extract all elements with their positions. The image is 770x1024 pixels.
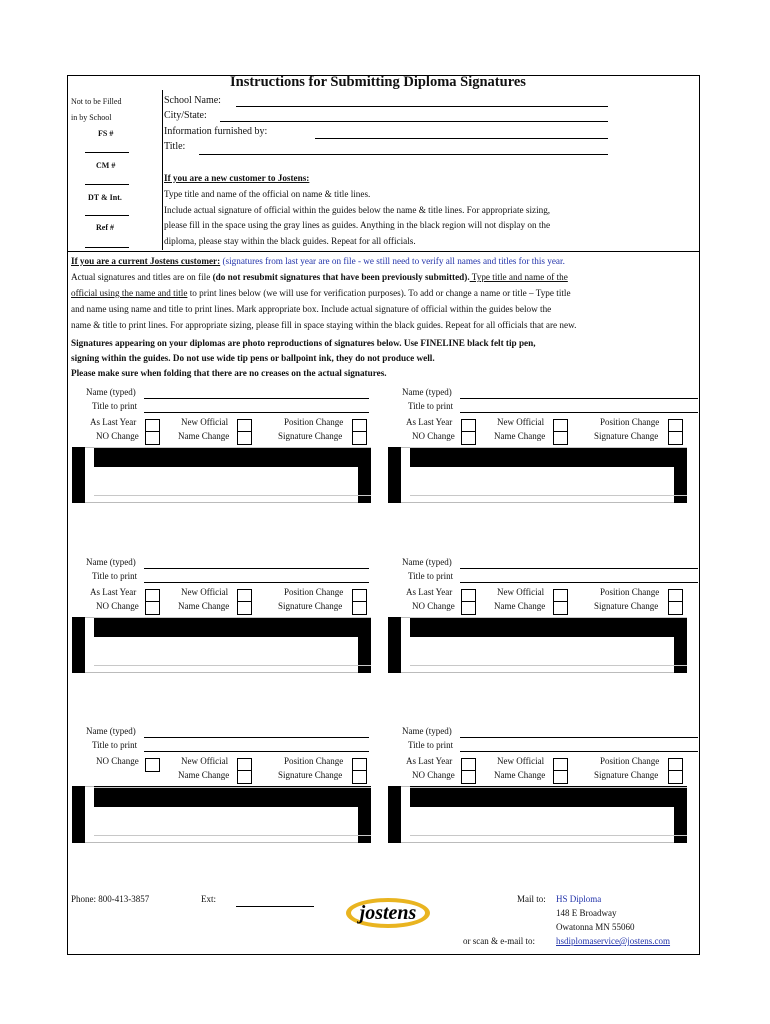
text-run: Type title and name of the <box>469 272 568 282</box>
position-change-label: Position Change <box>600 587 660 597</box>
no-change-checkbox[interactable] <box>461 431 476 445</box>
info-furnished-field[interactable] <box>315 138 608 139</box>
signature-guide-mid <box>94 625 371 637</box>
signature-guide-mid <box>94 455 371 467</box>
section-divider <box>67 251 700 252</box>
position-change-label: Position Change <box>284 417 344 427</box>
no-change-checkbox[interactable] <box>145 601 160 615</box>
title-to-print-field[interactable] <box>460 751 698 752</box>
signature-change-checkbox[interactable] <box>352 431 367 445</box>
signature-change-checkbox[interactable] <box>668 431 683 445</box>
name-typed-label: Name (typed) <box>86 387 136 397</box>
no-change-label: NO Change <box>96 601 139 611</box>
ref-field[interactable] <box>85 247 129 248</box>
current-customer-heading-row <box>71 254 565 270</box>
position-change-label: Position Change <box>284 756 344 766</box>
current-customer-note: (signatures from last year are on file - we still need to verify all names and titles for this year. <box>220 256 565 266</box>
new-customer-line: Type title and name of the official on name & title lines. <box>164 189 371 199</box>
title-to-print-label: Title to print <box>408 401 454 411</box>
no-change-checkbox[interactable] <box>145 758 160 772</box>
as-last-year-label: As Last Year <box>90 417 137 427</box>
title-to-print-label: Title to print <box>92 401 138 411</box>
address-line-1: 148 E Broadway <box>556 908 617 918</box>
name-typed-field[interactable] <box>460 737 698 738</box>
no-change-checkbox[interactable] <box>145 431 160 445</box>
position-change-label: Position Change <box>284 587 344 597</box>
signature-gray-guide <box>410 447 687 448</box>
title-to-print-field[interactable] <box>144 751 369 752</box>
name-typed-field[interactable] <box>144 398 369 399</box>
current-customer-line <box>71 286 571 302</box>
signature-gray-guide <box>94 617 371 618</box>
new-official-label: New Official <box>497 417 545 427</box>
title-to-print-label: Title to print <box>408 571 454 581</box>
signature-guide-left <box>388 617 401 673</box>
current-customer-line <box>71 270 568 286</box>
signature-gray-guide <box>410 835 687 836</box>
name-change-checkbox[interactable] <box>553 770 568 784</box>
name-typed-field[interactable] <box>460 568 698 569</box>
new-official-label: New Official <box>181 756 229 766</box>
ext-field[interactable] <box>236 906 314 907</box>
no-change-label: NO Change <box>412 431 455 441</box>
signature-change-label: Signature Change <box>278 770 343 780</box>
title-to-print-field[interactable] <box>144 582 369 583</box>
signature-guide-left <box>388 786 401 843</box>
name-change-label: Name Change <box>494 601 546 611</box>
as-last-year-label: As Last Year <box>406 417 453 427</box>
fs-field[interactable] <box>85 152 129 153</box>
name-change-checkbox[interactable] <box>237 770 252 784</box>
name-change-checkbox[interactable] <box>237 431 252 445</box>
signature-change-label: Signature Change <box>278 601 343 611</box>
signature-guide-mid <box>94 795 371 807</box>
as-last-year-label: As Last Year <box>406 756 453 766</box>
name-typed-label: Name (typed) <box>402 726 452 736</box>
no-change-checkbox[interactable] <box>461 770 476 784</box>
name-change-label: Name Change <box>494 431 546 441</box>
text-run: (do not resubmit signatures that have been previously submitted). <box>212 272 470 282</box>
name-change-label: Name Change <box>178 770 230 780</box>
no-change-label: NO Change <box>96 431 139 441</box>
cm-field[interactable] <box>85 184 129 185</box>
title-to-print-field[interactable] <box>460 582 698 583</box>
signature-gray-guide <box>410 665 687 666</box>
text-run: official using the name and title <box>71 288 188 298</box>
name-change-label: Name Change <box>494 770 546 780</box>
signature-guide-left <box>72 786 85 843</box>
city-state-field[interactable] <box>220 121 608 122</box>
no-change-label: NO Change <box>412 770 455 780</box>
name-change-label: Name Change <box>178 601 230 611</box>
note-line: signing within the guides. Do not use wide tip pens or ballpoint ink, they do not produce well. <box>71 353 435 363</box>
dt-label: DT & Int. <box>88 193 122 202</box>
new-official-label: New Official <box>181 587 229 597</box>
form-title: Instructions for Submitting Diploma Signatures <box>230 74 526 90</box>
city-state-label: City/State: <box>164 110 207 121</box>
phone-number: Phone: 800-413-3857 <box>71 894 150 904</box>
signature-guide-left <box>388 447 401 503</box>
fs-label: FS # <box>98 129 114 138</box>
signature-gray-guide <box>410 787 687 788</box>
mail-to-label: Mail to: <box>517 894 546 904</box>
signature-guide-mid <box>410 625 687 637</box>
name-typed-field[interactable] <box>144 737 369 738</box>
cm-label: CM # <box>96 161 116 170</box>
logo-text: jostens <box>359 902 417 924</box>
name-change-checkbox[interactable] <box>237 601 252 615</box>
position-change-label: Position Change <box>600 756 660 766</box>
new-official-label: New Official <box>181 417 229 427</box>
name-change-checkbox[interactable] <box>553 431 568 445</box>
new-customer-heading: If you are a new customer to Jostens: <box>164 173 310 183</box>
title-to-print-field[interactable] <box>460 412 698 413</box>
name-change-label: Name Change <box>178 431 230 441</box>
scan-email-label: or scan & e-mail to: <box>463 936 535 946</box>
signature-change-checkbox[interactable] <box>352 601 367 615</box>
note-line: Please make sure when folding that there are no creases on the actual signatures. <box>71 368 387 378</box>
email-link[interactable]: hsdiplomaservice@jostens.com <box>556 936 671 946</box>
signature-guide-mid <box>410 795 687 807</box>
signature-gray-guide <box>94 447 371 448</box>
signature-gray-guide <box>94 787 371 788</box>
new-official-label: New Official <box>497 587 545 597</box>
title-to-print-field[interactable] <box>144 412 369 413</box>
ref-label: Ref # <box>96 223 114 232</box>
school-name-label: School Name: <box>164 95 221 106</box>
address-line-2: Owatonna MN 55060 <box>556 922 635 932</box>
name-change-checkbox[interactable] <box>553 601 568 615</box>
signature-change-label: Signature Change <box>594 770 659 780</box>
name-typed-field[interactable] <box>460 398 698 399</box>
title-to-print-label: Title to print <box>92 740 138 750</box>
new-customer-line: diploma, please stay within the black guides. Repeat for all officials. <box>164 236 416 246</box>
note-line: Signatures appearing on your diplomas are photo reproductions of signatures below. Use FINELINE black felt tip pen, <box>71 338 536 348</box>
as-last-year-label: As Last Year <box>90 587 137 597</box>
new-official-label: New Official <box>497 756 545 766</box>
name-typed-field[interactable] <box>144 568 369 569</box>
no-change-label: NO Change <box>412 601 455 611</box>
signature-gray-guide <box>410 617 687 618</box>
title-field[interactable] <box>199 154 608 155</box>
as-last-year-label: As Last Year <box>406 587 453 597</box>
name-typed-label: Name (typed) <box>86 726 136 736</box>
signature-gray-guide <box>94 495 371 496</box>
current-customer-heading: If you are a current Jostens customer: <box>71 256 221 266</box>
side-note-2: in by School <box>71 113 112 122</box>
signature-gray-guide <box>410 495 687 496</box>
name-typed-label: Name (typed) <box>86 557 136 567</box>
signature-gray-guide <box>94 665 371 666</box>
new-customer-line: please fill in the space using the gray lines as guides. Anything in the black region will not display on the <box>164 220 551 230</box>
side-panel-divider <box>162 90 163 250</box>
signature-change-label: Signature Change <box>594 601 659 611</box>
signature-change-checkbox[interactable] <box>352 770 367 784</box>
no-change-label: NO Change <box>96 756 139 766</box>
dt-field[interactable] <box>85 215 129 216</box>
signature-change-label: Signature Change <box>278 431 343 441</box>
title-to-print-label: Title to print <box>92 571 138 581</box>
title-label: Title: <box>164 141 186 152</box>
mail-name: HS Diploma <box>556 894 602 904</box>
text-run: Actual signatures and titles are on file <box>71 272 213 282</box>
text-run: to print lines below (we will use for verification purposes). To add or change a name or title – Type title <box>187 288 571 298</box>
signature-change-label: Signature Change <box>594 431 659 441</box>
name-typed-label: Name (typed) <box>402 557 452 567</box>
signature-guide-left <box>72 617 85 673</box>
info-furnished-label: Information furnished by: <box>164 126 268 137</box>
signature-guide-mid <box>410 455 687 467</box>
no-change-checkbox[interactable] <box>461 601 476 615</box>
ext-label: Ext: <box>201 894 216 904</box>
signature-guide-left <box>72 447 85 503</box>
side-note-1: Not to be Filled <box>71 97 122 106</box>
signature-gray-guide <box>94 835 371 836</box>
title-to-print-label: Title to print <box>408 740 454 750</box>
new-customer-line: Include actual signature of official within the guides below the name & title lines. For appropriate sizing, <box>164 205 551 215</box>
signature-change-checkbox[interactable] <box>668 601 683 615</box>
school-name-field[interactable] <box>236 106 608 107</box>
jostens-logo <box>345 893 431 931</box>
current-customer-line: and name using name and title to print lines. Mark appropriate box. Include actual signature of official within the guides below the <box>71 304 552 314</box>
position-change-label: Position Change <box>600 417 660 427</box>
name-typed-label: Name (typed) <box>402 387 452 397</box>
signature-change-checkbox[interactable] <box>668 770 683 784</box>
current-customer-line: name & title to print lines. For appropriate sizing, please fill in space staying within the black guides. Repeat for all officials that are new. <box>71 320 577 330</box>
